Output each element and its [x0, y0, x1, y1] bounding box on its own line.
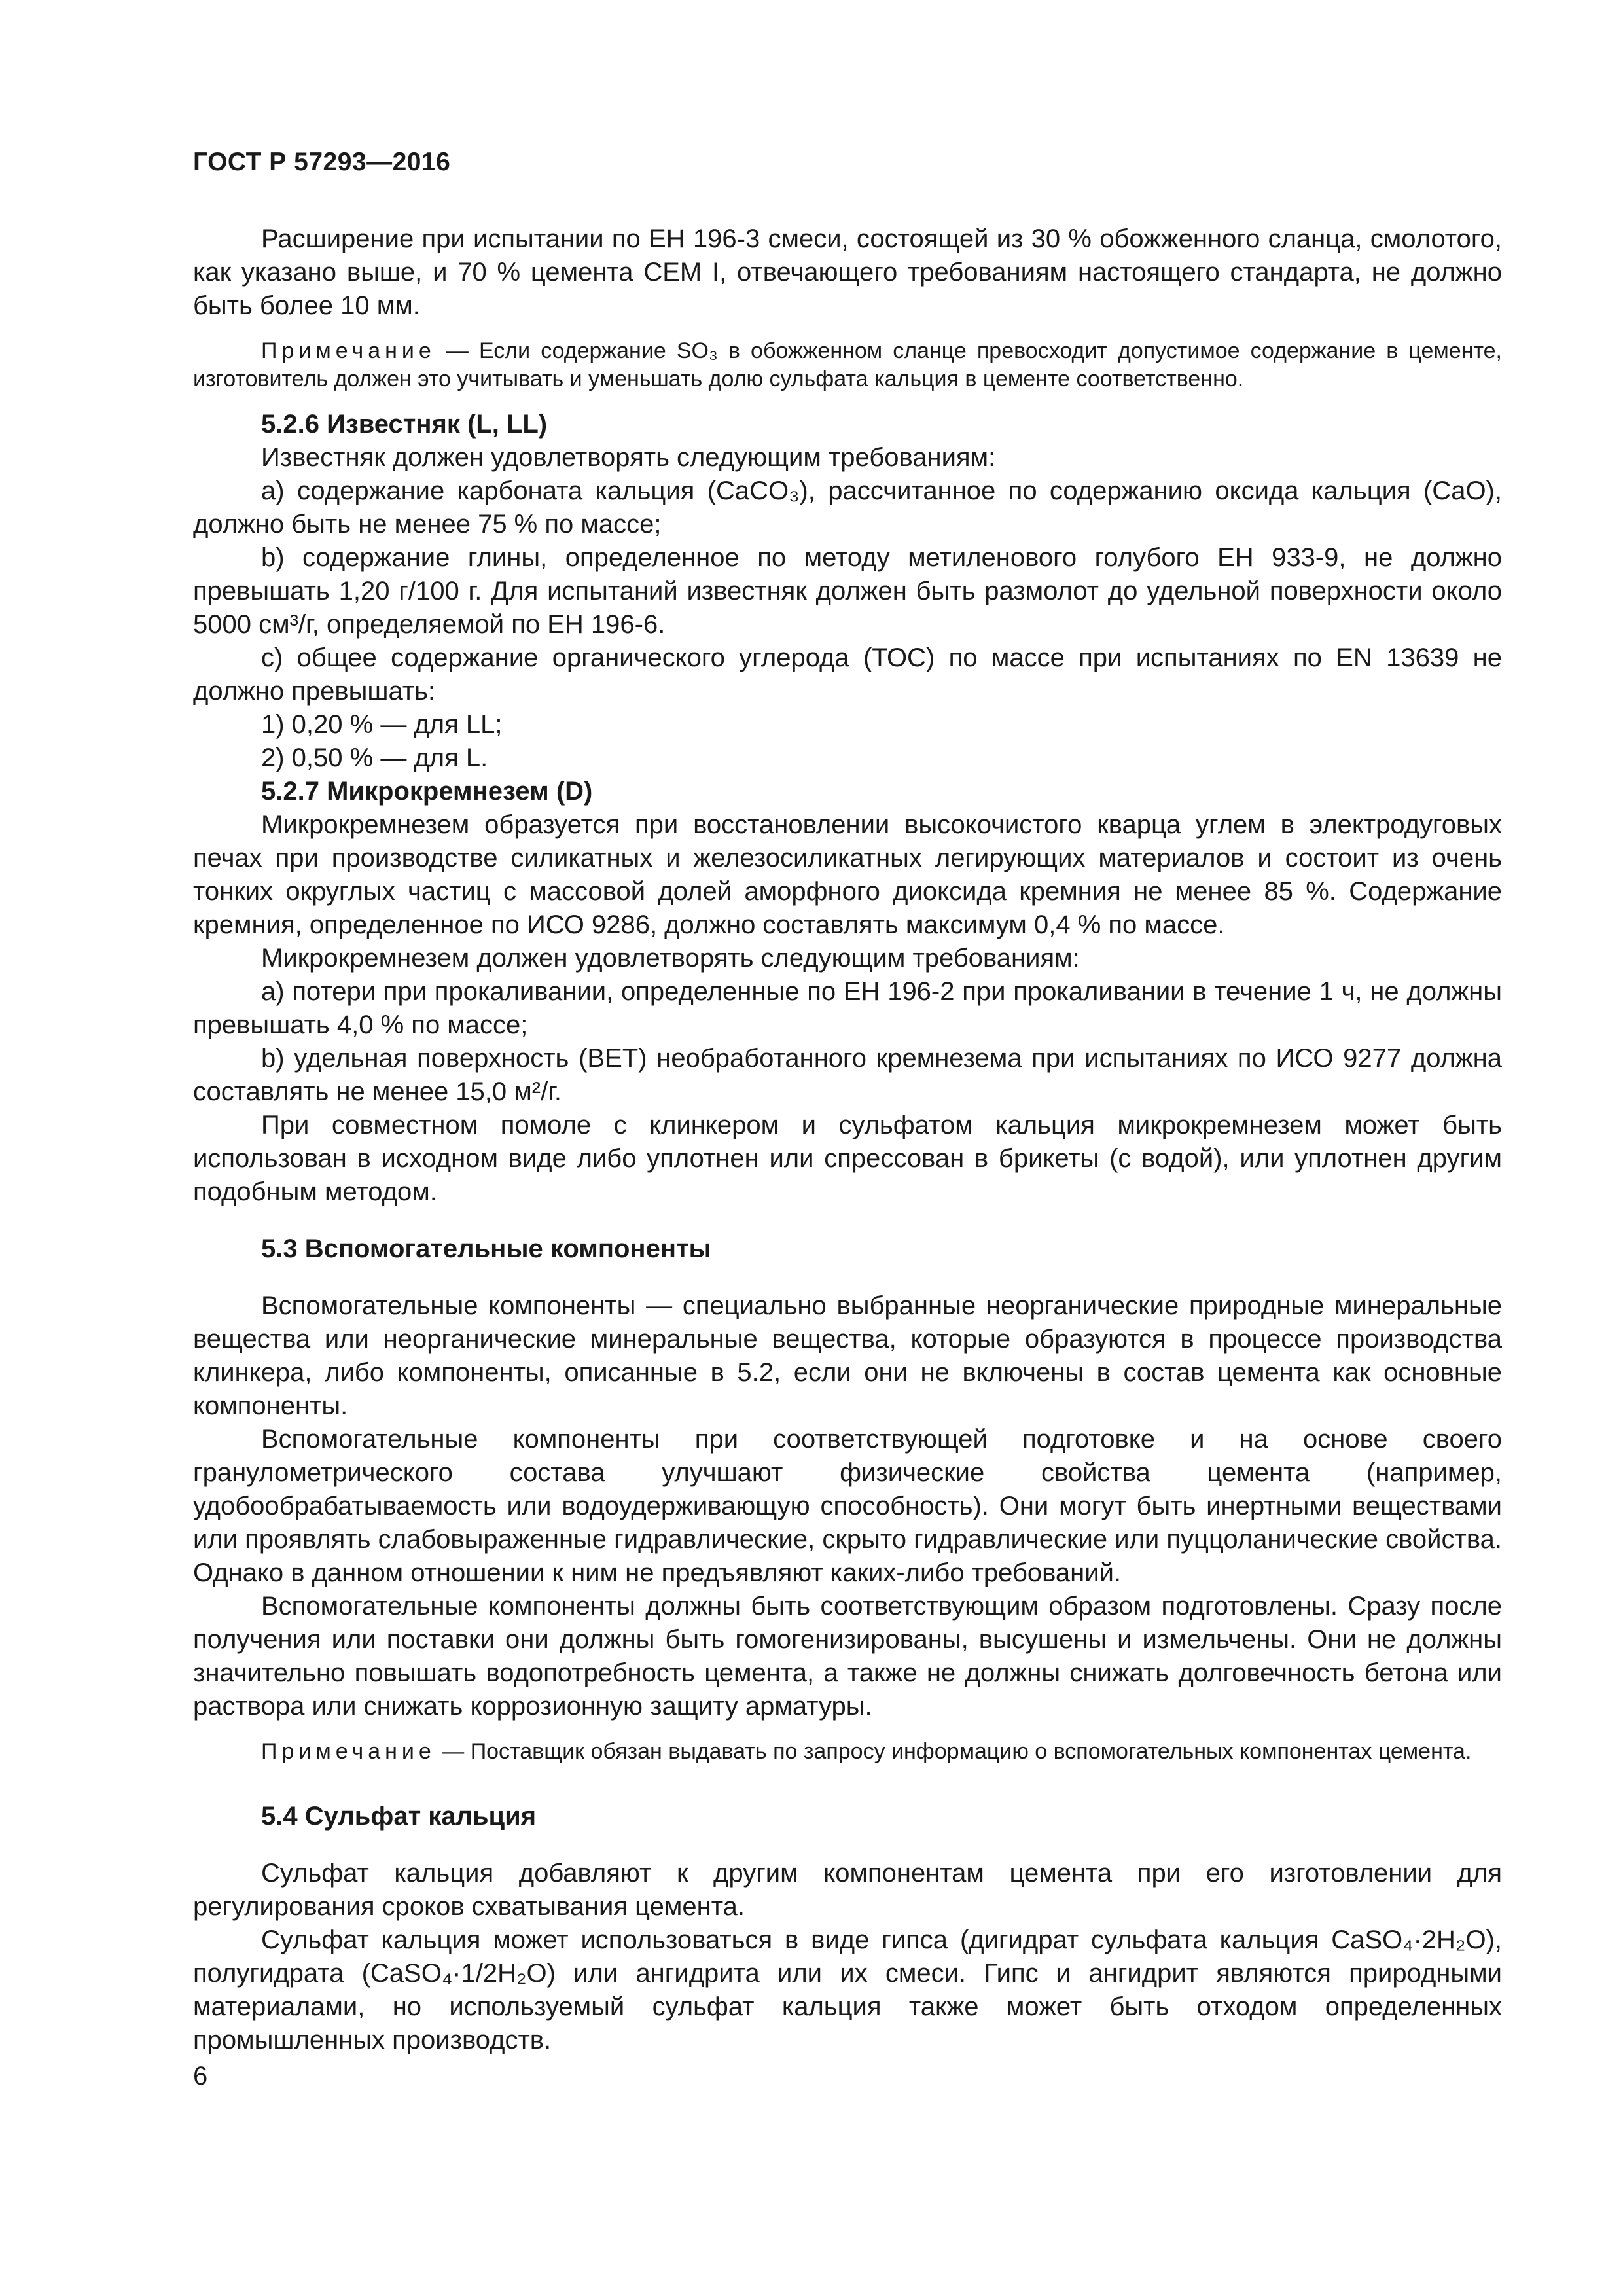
list-item-b: b) содержание глины, определенное по методу метиленового голубого ЕН 933-9, не должно превышать 1,20 г/100 г. Для испытаний известняк должен быть размолот до удельной поверхности около 5000 см³/г, определяемой по ЕН 196-6. — [193, 543, 1502, 639]
list-item-2: 2) 0,50 % — для L. — [261, 744, 488, 772]
list-item-1: 1) 0,20 % — для LL; — [261, 710, 503, 739]
paragraph-limestone-intro: Известняк должен удовлетворять следующим требованиям: — [261, 443, 996, 472]
paragraph-sulfate-purpose: Сульфат кальция добавляют к другим компонентам цемента при его изготовлении для регулирования сроков схватывания цемента. — [193, 1859, 1502, 1921]
note-supplier — [193, 1738, 1502, 1766]
paragraph-sulfate-forms: Сульфат кальция может использоваться в виде гипса (дигидрат сульфата кальция CaSO₄·2H₂O), полугидрата (CaSO₄·1/2H₂O) или ангидрита или их смеси. Гипс и ангидрит являются природными материалами, но используемый сульфат кальция также может быть отходом определенных промышленных производств. — [193, 1926, 1502, 2054]
note-so3 — [193, 337, 1502, 393]
note-label: Примечание — [261, 1739, 436, 1764]
paragraph-grinding: При совместном помоле с клинкером и сульфатом кальция микрокремнезем может быть использован в исходном виде либо уплотнен или спрессован в брикеты (с водой), или уплотнен другим подобным методом. — [193, 1111, 1502, 1206]
list-item-b: b) удельная поверхность (ВЕТ) необработанного кремнезема при испытаниях по ИСО 9277 должна составлять не менее 15,0 м²/г. — [193, 1044, 1502, 1106]
paragraph-aux-definition: Вспомогательные компоненты — специально выбранные неорганические природные минеральные вещества или неорганические минеральные вещества, которые образуются в процессе производства клинкера, либо компоненты, описанные в 5.2, если они не включены в состав цемента как основные компоненты. — [193, 1291, 1502, 1420]
heading-5-2-6: 5.2.6 Известняк (L, LL) — [261, 410, 548, 439]
heading-5-4: 5.4 Сульфат кальция — [261, 1802, 537, 1831]
list-item-a: a) потери при прокаливании, определенные по ЕН 196-2 при прокаливании в течение 1 ч, не должны превышать 4,0 % по массе; — [193, 977, 1502, 1039]
paragraph-silica-fume: Микрокремнезем образуется при восстановлении высокочистого кварца углем в электродуговых печах при производстве силикатных и железосиликатных легирующих материалов и состоит из очень тонких округлых частиц с массовой долей аморфного диоксида кремния не менее 85 %. Содержание кремния, определенное по ИСО 9286, должно составлять максимум 0,4 % по массе. — [193, 810, 1502, 939]
paragraph-silica-requirements: Микрокремнезем должен удовлетворять следующим требованиям: — [261, 944, 1080, 973]
heading-5-2-7: 5.2.7 Микрокремнезем (D) — [261, 777, 593, 806]
note-text: — Поставщик обязан выдавать по запросу информацию о вспомогательных компонентах цемента. — [435, 1739, 1472, 1764]
list-item-a: a) содержание карбоната кальция (CaCO₃), рассчитанное по содержанию оксида кальция (CaO), должно быть не менее 75 % по массе; — [193, 476, 1502, 539]
document-page — [193, 0, 1502, 2296]
note-label: Примечание — [261, 338, 436, 363]
paragraph-aux-preparation: Вспомогательные компоненты должны быть соответствующим образом подготовлены. Сразу после получения или поставки они должны быть гомогенизированы, высушены и измельчены. Они не должны значительно повышать водопотребность цемента, а также не должны снижать долговечность бетона или раствора или снижать коррозионную защиту арматуры. — [193, 1592, 1502, 1721]
document-body — [193, 223, 1502, 2057]
paragraph-aux-properties: Вспомогательные компоненты при соответствующей подготовке и на основе своего гранулометрического состава улучшают физические свойства цемента (например, удобообрабатываемость или водоудерживающую способность). Они могут быть инертными веществами или проявлять слабовыраженные гидравлические, скрыто гидравлические или пуццоланические свойства. Однако в данном отношении к ним не предъявляют каких-либо требований. — [193, 1425, 1502, 1587]
heading-5-3: 5.3 Вспомогательные компоненты — [261, 1234, 711, 1263]
page-number: 6 — [193, 2062, 208, 2090]
standard-designation: ГОСТ Р 57293—2016 — [193, 148, 451, 176]
list-item-c: c) общее содержание органического углерода (ТОС) по массе при испытаниях по EN 13639 не должно превышать: — [193, 643, 1502, 706]
note-text: — Если содержание SO₃ в обожженном сланце превосходит допустимое содержание в цементе, изготовитель должен это учитывать и уменьшать долю сульфата кальция в цементе соответственно. — [193, 338, 1502, 391]
paragraph-expansion: Расширение при испытании по ЕН 196-3 смеси, состоящей из 30 % обожженного сланца, смолотого, как указано выше, и 70 % цемента СЕМ I, отвечающего требованиям настоящего стандарта, не должно быть более 10 мм. — [193, 224, 1502, 320]
